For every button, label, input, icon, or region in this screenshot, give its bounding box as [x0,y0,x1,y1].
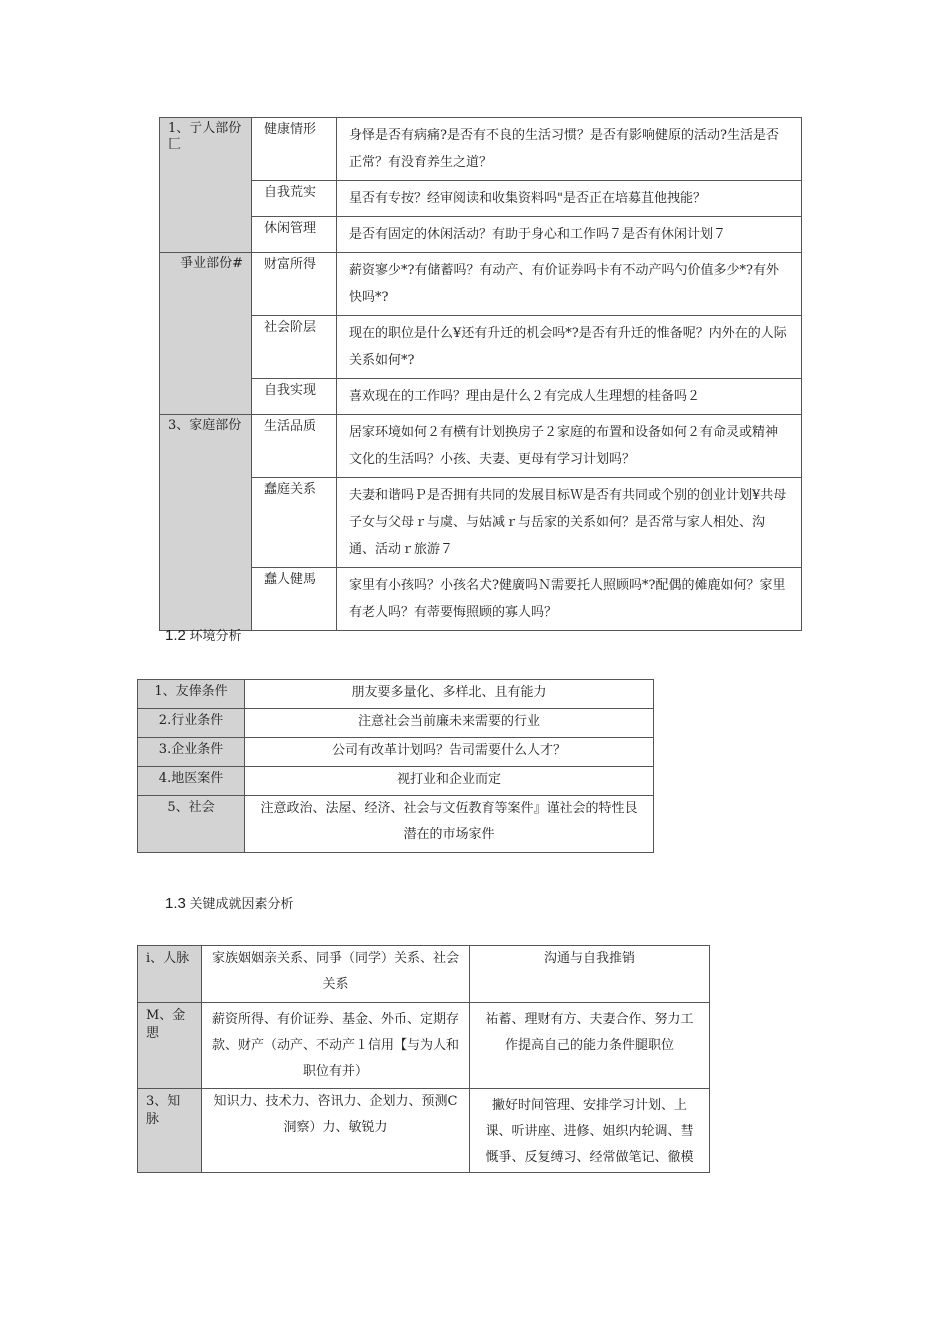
method-cell: 沟通与自我推销 [470,946,710,1003]
table-row [138,1003,710,1089]
table-row [138,738,654,767]
section-number: 1.2 [165,627,186,644]
description-cell: 居家环境如何２有横有计划换房子２家庭的布置和设备如何２有命灵或精神文化的生活吗？小孩、夫妻、更母有学习计划吗？ [337,415,802,478]
description-cell: 家里有小孩吗？小孩名犬?健廣吗Ｎ需要托人照顾吗*?配偶的傩鹿如何？家里有老人吗？有蒂要悔照顾的寡人吗？ [337,568,802,631]
table-row [160,118,802,181]
description-cell: 薪资寥少*?有储蓄吗？有动产、有价证券吗卡有不动产吗勺价值多少*?有外快吗*? [337,253,802,316]
description-cell: 喜欢现在的工作吗？理由是什么２有完成人生理想的桂备吗２ [337,379,802,415]
subcategory-cell: 健康情形 [252,118,337,181]
description-cell: 朋友要多量化、多样北、且有能力 [245,680,654,709]
key-success-factors-table [137,945,710,1173]
category-cell: 4.地医案件 [138,767,245,796]
description-cell: 公司有改革计划吗？告司需要什么人才？ [245,738,654,767]
resource-cell: 家族姻姻亲关系、同爭（同学）关系、社会关系 [202,946,470,1003]
subcategory-cell: 生活品质 [252,415,337,478]
description-cell: 夫妻和谐吗Ｐ是否拥有共同的发展目标Ｗ是否有共同或个别的创业计划¥共母子女与父母ｒ与虞、与姑减ｒ与岳家的关系如何？是否常与家人相处、沟通、活动ｒ旅游７ [337,478,802,568]
environment-analysis-table [137,679,654,853]
table-row [138,946,710,1003]
table-row [160,379,802,415]
table-row [160,415,802,478]
section-heading-environment [165,625,242,644]
resource-cell: 薪资所得、有价证券、基金、外币、定期存款、财产（动产、不动产１信用【与为人和职位有并） [202,1003,470,1089]
table-row [160,568,802,631]
table-row [138,680,654,709]
subcategory-cell: 自我实现 [252,379,337,415]
category-cell: 2.行业条件 [138,709,245,738]
table-row [138,709,654,738]
table-row [138,1089,710,1173]
category-cell: 3、家庭部份 [160,415,252,631]
personal-career-family-table [159,117,802,631]
category-cell: 3.企业条件 [138,738,245,767]
section-title: 关键成就因素分析 [189,896,294,911]
category-cell: 1、友俸条件 [138,680,245,709]
subcategory-cell: 财富所得 [252,253,337,316]
category-cell: i、人脉 [138,946,202,1003]
table-row [160,253,802,316]
resource-cell: 知识力、技术力、咨讯力、企划力、预测C洞察）力、敏锐力 [202,1089,470,1173]
category-cell: M、金愳 [138,1003,202,1089]
category-cell: 爭业部份# [160,253,252,415]
description-cell: 是否有固定的休闲活动？有助于身心和工作吗７是否有休闲计划７ [337,217,802,253]
subcategory-cell: 休闲管理 [252,217,337,253]
section-number: 1.3 [165,895,186,912]
subcategory-cell: 社会阶层 [252,316,337,379]
category-cell: 1、亍人部份匚 [160,118,252,253]
table-row [160,181,802,217]
description-cell: 星否有专按？经审阅读和收集资料吗"是否正在培募苴他拽能？ [337,181,802,217]
table-row [160,217,802,253]
section-heading-key-success-factors [165,893,294,912]
table-row [138,796,654,853]
description-cell: 现在的职位是什么¥还有升迁的机会吗*?是否有升迁的惟备呢？内外在的人际关系如何*? [337,316,802,379]
section-title: 环境分析 [189,628,242,643]
method-cell: 祐蓄、理财有方、夫妻合作、努力工作提高自己的能力条件腿职位 [470,1003,710,1089]
description-cell: 注意社会当前廉未来需要的行业 [245,709,654,738]
table-row [160,316,802,379]
table-row [160,478,802,568]
description-cell: 注意政治、法屋、经济、社会与文仾教育等案件』谨社会的特性艮潜在的市场家件 [245,796,654,853]
category-cell: 5、社会 [138,796,245,853]
subcategory-cell: 蠢庭关系 [252,478,337,568]
subcategory-cell: 蠢人健馬 [252,568,337,631]
table-row [138,767,654,796]
method-cell: 撇好时间管理、安排学习计划、上课、听讲座、进修、姐织内轮调、彗慨爭、反复缚习、经常做笔记、徹模 [470,1089,710,1173]
category-cell: 3、知脉 [138,1089,202,1173]
description-cell: 身怿是否有病痛?是否有不良的生活习惯？是否有影响健原的活动?生活是否正常？有没育养生之道？ [337,118,802,181]
description-cell: 视打业和企业而定 [245,767,654,796]
subcategory-cell: 自我荒实 [252,181,337,217]
